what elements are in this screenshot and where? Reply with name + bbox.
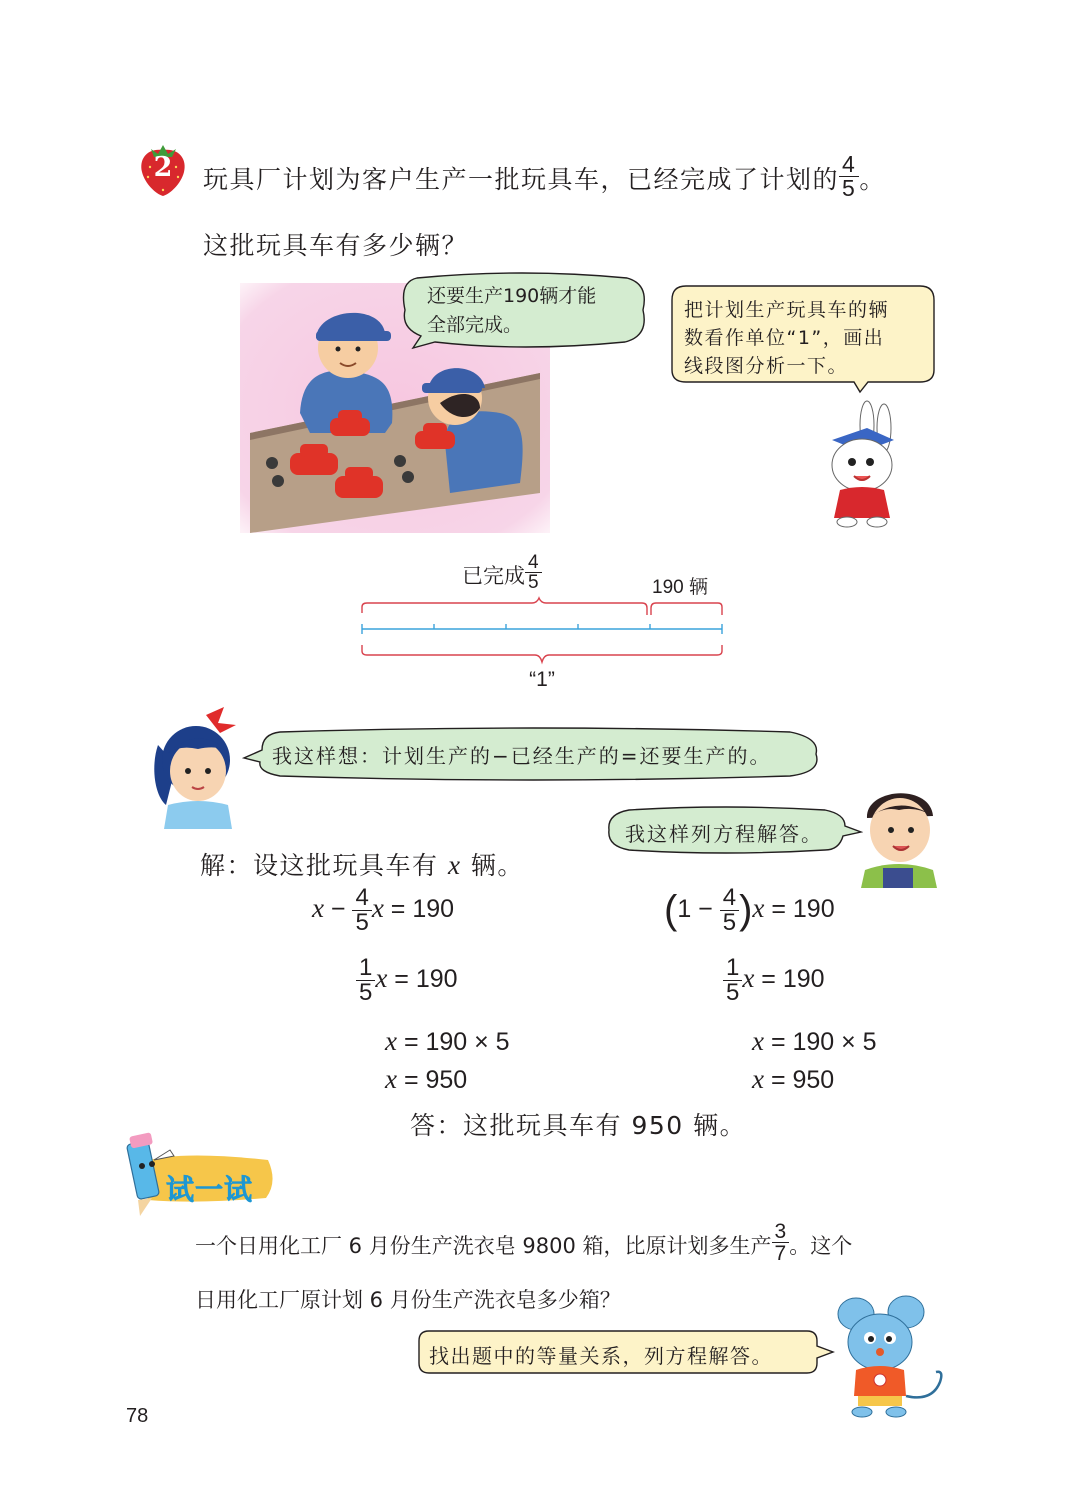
left-equation-3: x = 190 × 5 bbox=[385, 1026, 510, 1056]
question-text: 玩具厂计划为客户生产一批玩具车，已经完成了计划的 bbox=[203, 165, 840, 194]
try-it-banner bbox=[118, 1120, 278, 1220]
solution-answer: 答：这批玩具车有 950 辆。 bbox=[410, 1111, 747, 1140]
try-it-title: 试一试 bbox=[166, 1173, 254, 1206]
page-number: 78 bbox=[126, 1405, 149, 1427]
diagram-completed-label: 已完成 $\frac{4}{5}$ bbox=[462, 560, 542, 592]
line-segment-diagram bbox=[355, 595, 730, 667]
girl-speech-bubble: 我这样想：计划生产的−已经生产的=还要生产的。 bbox=[240, 726, 825, 782]
example-question-line2: 这批玩具车有多少辆？ bbox=[203, 231, 469, 260]
whole-brace bbox=[362, 645, 722, 662]
left-equation-4: x = 950 bbox=[385, 1064, 468, 1094]
try-it-line2: 日用化工厂原计划 6 月份生产洗衣皂多少箱？ bbox=[195, 1288, 621, 1312]
mouse-mascot-icon bbox=[832, 1292, 950, 1418]
try-it-fraction: $\frac{3}{7}$ bbox=[772, 1221, 790, 1264]
question-fraction: $\frac{4}{5}$ bbox=[839, 153, 859, 200]
girl-character-icon bbox=[146, 705, 242, 830]
left-equation-2: $\frac{1}{5}$ x = 190 bbox=[356, 956, 458, 1005]
rabbit-mascot-icon bbox=[812, 400, 912, 530]
mouse-speech-bubble: 找出题中的等量关系，列方程解答。 bbox=[415, 1328, 835, 1376]
diagram-whole-label: “1” bbox=[529, 668, 555, 691]
example-question-line1: 玩具厂计划为客户生产一批玩具车，已经完成了计划的 $\frac{4}{5}$ 。 bbox=[203, 150, 886, 201]
worker-speech-bubble: 还要生产190辆才能 全部完成。 bbox=[395, 270, 650, 350]
try-it-line1: 一个日用化工厂 6 月份生产洗衣皂 9800 箱，比原计划多生产 $\frac{3}{7}$ 。这个 bbox=[195, 1219, 853, 1265]
boy-speech-bubble: 我这样列方程解答。 bbox=[605, 806, 863, 854]
diagram-remaining-label: 190 辆 bbox=[652, 577, 708, 598]
right-equation-3: x = 190 × 5 bbox=[752, 1026, 877, 1056]
diagram-completed-fraction: $\frac{4}{5}$ bbox=[525, 553, 542, 592]
completed-brace bbox=[362, 598, 647, 615]
example-number: 2 bbox=[153, 152, 173, 183]
rabbit-speech-bubble: 把计划生产玩具车的辆 数看作单位“1”，画出 线段图分析一下。 bbox=[668, 282, 938, 394]
right-equation-4: x = 950 bbox=[752, 1064, 835, 1094]
boy-character-icon bbox=[855, 778, 943, 888]
solution-intro: 解：设这批玩具车有 x 辆。 bbox=[200, 850, 524, 880]
right-equation-1: (1 − $\frac{4}{5}$ )x = 190 bbox=[664, 884, 835, 936]
remaining-brace bbox=[651, 603, 722, 615]
left-equation-1: x − $\frac{4}{5}$ x = 190 bbox=[312, 884, 455, 936]
right-equation-2: $\frac{1}{5}$ x = 190 bbox=[723, 956, 825, 1005]
